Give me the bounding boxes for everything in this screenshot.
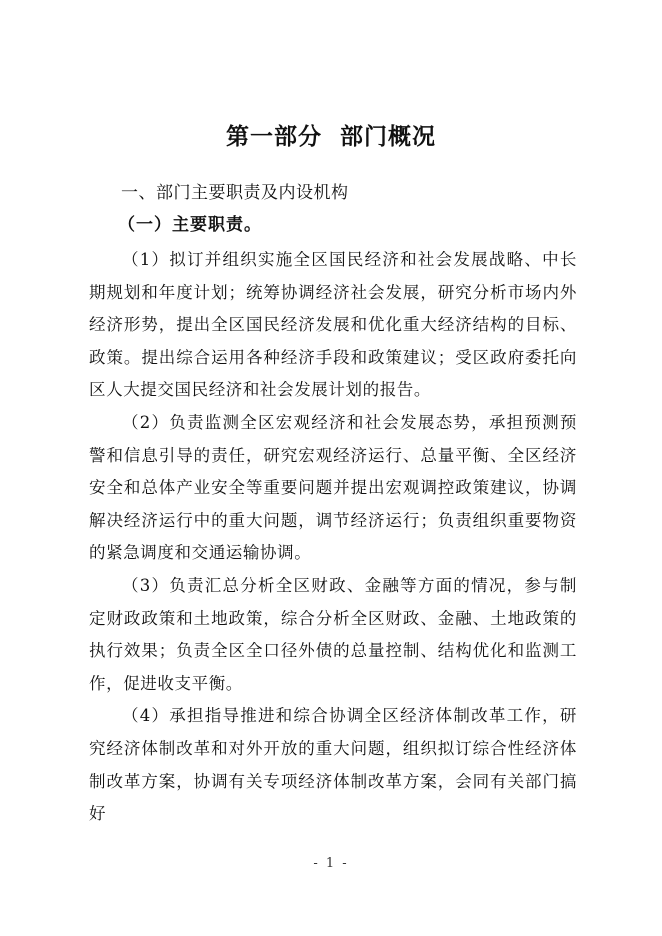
body-text <box>89 244 577 831</box>
page-title: 第一部分 部门概况 <box>225 124 436 150</box>
subsection-heading: （一）主要职责。 <box>118 215 262 235</box>
page-number: - 1 - <box>313 856 349 871</box>
paragraph-1: （1）拟订并组织实施全区国民经济和社会发展战略、中长期规划和年度计划；统筹协调经济社会发展，研究分析市场内外经济形势，提出全区国民经济发展和优化重大经济结构的目标、政策。提出综合运用各种经济手段和政策建议；受区政府委托向区人大提交国民经济和社会发展计划的报告。 <box>89 250 577 400</box>
paragraph-2: （2）负责监测全区宏观经济和社会发展态势，承担预测预警和信息引导的责任，研究宏观经济运行、总量平衡、全区经济安全和总体产业安全等重要问题并提出宏观调控政策建议，协调解决经济运行中的重大问题，调节经济运行；负责组织重要物资的紧急调度和交通运输协调。 <box>89 412 577 563</box>
section-heading: 一、部门主要职责及内设机构 <box>121 183 349 203</box>
paragraph-3: （3）负责汇总分析全区财政、金融等方面的情况，参与制定财政政策和土地政策，综合分析全区财政、金融、土地政策的执行效果；负责全区全口径外债的总量控制、结构优化和监测工作，促进收支平衡。 <box>89 575 577 693</box>
paragraph-4: （4）承担指导推进和综合协调全区经济体制改革工作，研究经济体制改革和对外开放的重大问题，组织拟订综合性经济体制改革方案，协调有关专项经济体制改革方案，会同有关部门搞好 <box>89 706 577 824</box>
